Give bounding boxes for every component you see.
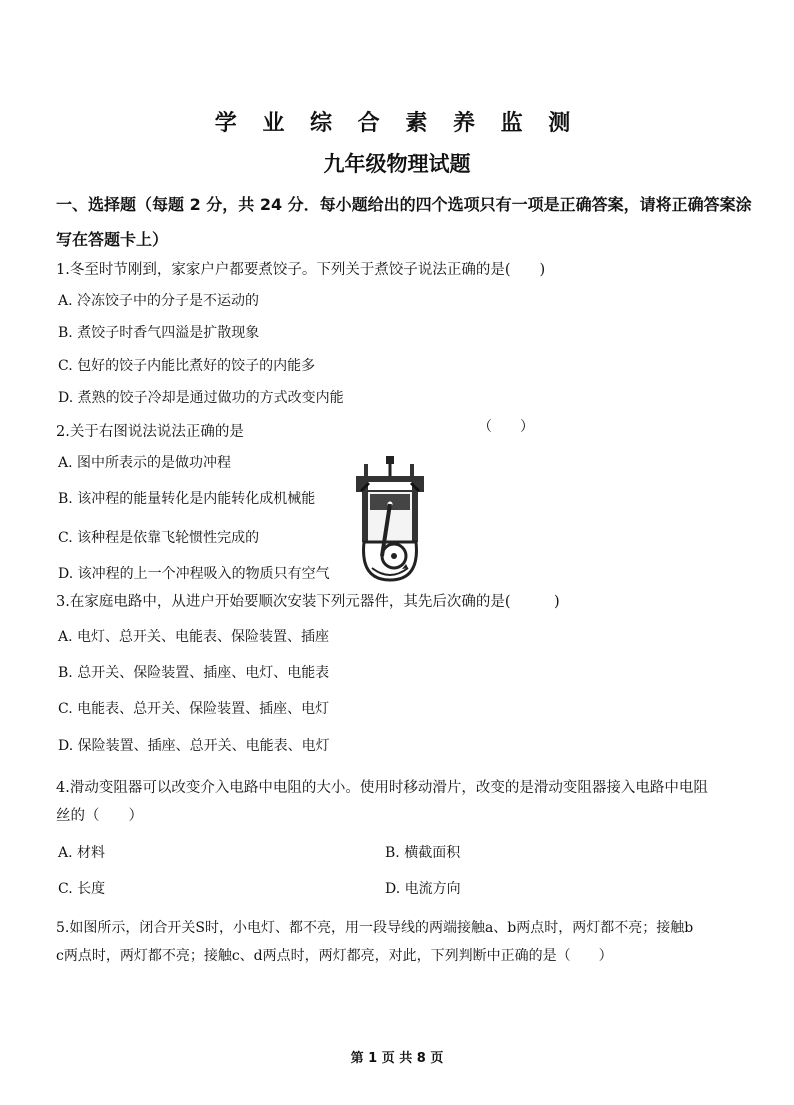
- exam-subtitle: 九年级物理试题: [323, 152, 471, 176]
- question-5-stem-line2: c两点时，两灯都不亮；接触c、d两点时，两灯都亮，对此，下列判断中正确的是（ ）: [56, 948, 613, 964]
- question-2-option-d: D. 该冲程的上一个冲程吸入的物质只有空气: [58, 566, 330, 582]
- combustion-chamber: [368, 482, 412, 490]
- question-2-option-b: B. 该冲程的能量转化是内能转化成机械能: [58, 491, 316, 507]
- question-4-stem-line1: 4.滑动变阻器可以改变介入电路中电阻的大小。使用时移动滑片，改变的是滑动变阻器接入电路中电阻: [56, 780, 708, 796]
- question-1-option-b: B. 煮饺子时香气四溢是扩散现象: [58, 325, 260, 341]
- question-2-option-a: A. 图中所表示的是做功冲程: [58, 455, 232, 471]
- question-4-option-c: C. 长度: [58, 881, 106, 897]
- question-2-option-c: C. 该种程是依靠飞轮惯性完成的: [58, 530, 260, 546]
- question-3-stem: 3.在家庭电路中，从进户开始要顺次安装下列元器件，其先后次确的是( ): [56, 594, 560, 610]
- section-heading-line1: 一、选择题（每题 2 分，共 24 分．每小题给出的四个选项只有一项是正确答案，请将正确答案涂: [56, 195, 752, 214]
- question-5-stem-line1: 5.如图所示，闭合开关S时，小电灯、都不亮，用一段导线的两端接触a、b两点时，两灯都不亮；接触b: [56, 920, 694, 936]
- question-2-stem: 2.关于右图说法说法正确的是: [56, 424, 244, 440]
- engine-stroke-diagram: [350, 452, 430, 582]
- section-heading-line2: 写在答题卡上）: [56, 230, 169, 249]
- question-1-option-a: A. 冷冻饺子中的分子是不运动的: [58, 293, 260, 309]
- exam-title: 学 业 综 合 素 养 监 测: [214, 111, 580, 136]
- cylinder-wall-right: [412, 492, 418, 542]
- question-3-option-a: A. 电灯、总开关、电能表、保险装置、插座: [58, 629, 330, 645]
- question-3-option-b: B. 总开关、保险装置、插座、电灯、电能表: [58, 665, 330, 681]
- page-footer: 第 1 页 共 8 页: [350, 1051, 444, 1066]
- question-4-option-d: D. 电流方向: [385, 881, 461, 897]
- question-4-stem-line2: 丝的（ ）: [56, 808, 143, 824]
- question-3-option-c: C. 电能表、总开关、保险装置、插座、电灯: [58, 701, 330, 717]
- crankshaft-center: [391, 553, 397, 559]
- cylinder-wall-left: [362, 492, 368, 542]
- rotation-arrow: [372, 568, 408, 575]
- question-4-option-b: B. 横截面积: [385, 845, 461, 861]
- question-1-option-d: D. 煮熟的饺子冷却是通过做功的方式改变内能: [58, 390, 344, 406]
- question-1-stem: 1.冬至时节刚到，家家户户都要煮饺子。下列关于煮饺子说法正确的是( ): [56, 262, 546, 278]
- question-2-answer-bracket: （ ）: [478, 419, 534, 435]
- question-4-option-a: A. 材料: [58, 845, 106, 861]
- question-1-option-c: C. 包好的饺子内能比煮好的饺子的内能多: [58, 358, 316, 374]
- spark-plug-top: [386, 456, 394, 464]
- question-3-option-d: D. 保险装置、插座、总开关、电能表、电灯: [58, 738, 330, 754]
